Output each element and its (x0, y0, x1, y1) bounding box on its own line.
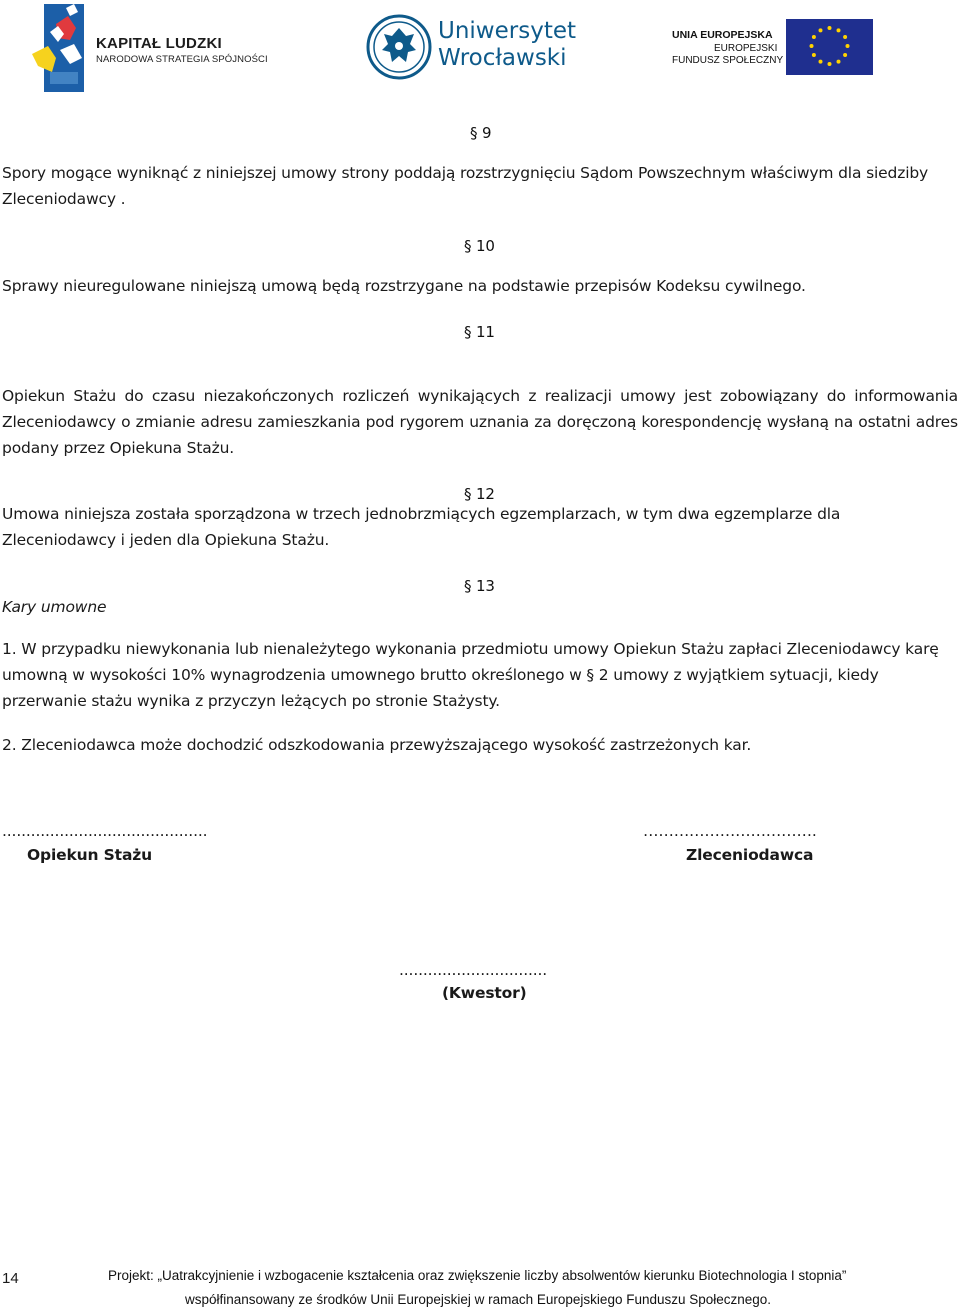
eu-title: UNIA EUROPEJSKA (672, 29, 773, 41)
kapital-ludzki-subtitle: NARODOWA STRATEGIA SPÓJNOŚCI (96, 54, 268, 65)
eu-fund-line1: EUROPEJSKI (714, 43, 778, 54)
university-seal-icon (366, 14, 432, 80)
university-name-line1: Uniwersytet (438, 18, 576, 44)
section-11-number: § 11 (464, 323, 495, 341)
university-name-line2: Wrocławski (438, 45, 567, 71)
signature-line-center: ............................... (399, 961, 548, 979)
page-number: 14 (2, 1270, 19, 1287)
section-13-heading: Kary umowne (2, 598, 107, 616)
kapital-ludzki-title: KAPITAŁ LUDZKI (96, 35, 222, 52)
section-10-number: § 10 (464, 237, 495, 255)
signature-label-kwestor: (Kwestor) (442, 984, 527, 1002)
eu-fund-line2: FUNDUSZ SPOŁECZNY (672, 55, 784, 66)
footer-project-line: Projekt: „Uatrakcyjnienie i wzbogacenie kształcenia oraz zwiększenie liczby absolwentów kierunku Biotechnologia I stopnia” (108, 1268, 847, 1283)
section-12-number: § 12 (464, 485, 495, 503)
section-9-number: § 9 (470, 124, 492, 142)
section-13-item-1: 1. W przypadku niewykonania lub nienależytego wykonania przedmiotu umowy Opiekun Stażu zapłaci Zleceniodawcy karę umowną w wysokości 10% wynagrodzenia umownego brutto określonego w § 2 umowy z wyjątkiem sytuacji, kiedy przerwanie stażu wynika z przyczyn leżących po stronie Stażysty. (2, 640, 939, 710)
signature-line-left: ........................................... (2, 822, 208, 840)
section-10-text: Sprawy nieuregulowane niniejszą umową będą rozstrzygane na podstawie przepisów Kodeksu cywilnego. (2, 277, 806, 295)
section-13-item-2: 2. Zleceniodawca może dochodzić odszkodowania przewyższającego wysokość zastrzeżonych kar. (2, 736, 752, 754)
section-13-number: § 13 (464, 577, 495, 595)
section-9-text: Spory mogące wyniknąć z niniejszej umowy strony poddają rozstrzygnięciu Sądom Powszechnym właściwym dla siedziby Zleceniodawcy . (2, 164, 929, 208)
eu-flag-icon (786, 19, 873, 75)
footer-funding-line: współfinansowany ze środków Unii Europejskiej w ramach Europejskiego Funduszu Społecznego. (185, 1292, 772, 1307)
page-header (0, 0, 960, 100)
kapital-ludzki-logo-icon (30, 2, 92, 94)
section-12-text: Umowa niniejsza została sporządzona w trzech jednobrzmiących egzemplarzach, w tym dwa egzemplarze dla Zleceniodawcy i jeden dla Opiekuna Stażu. (2, 505, 841, 549)
signature-line-right: ……………………………. (643, 822, 817, 840)
signature-label-opiekun: Opiekun Stażu (27, 846, 153, 864)
signature-label-zleceniodawca: Zleceniodawca (686, 846, 814, 864)
section-11-text: Opiekun Stażu do czasu niezakończonych rozliczeń wynikających z realizacji umowy jest zobowiązany do informowania Zleceniodawcy o zmianie adresu zamieszkania pod rygorem uznania za doręczoną korespondencję wysłaną na ostatni adres podany przez Opiekuna Stażu. (2, 387, 958, 457)
